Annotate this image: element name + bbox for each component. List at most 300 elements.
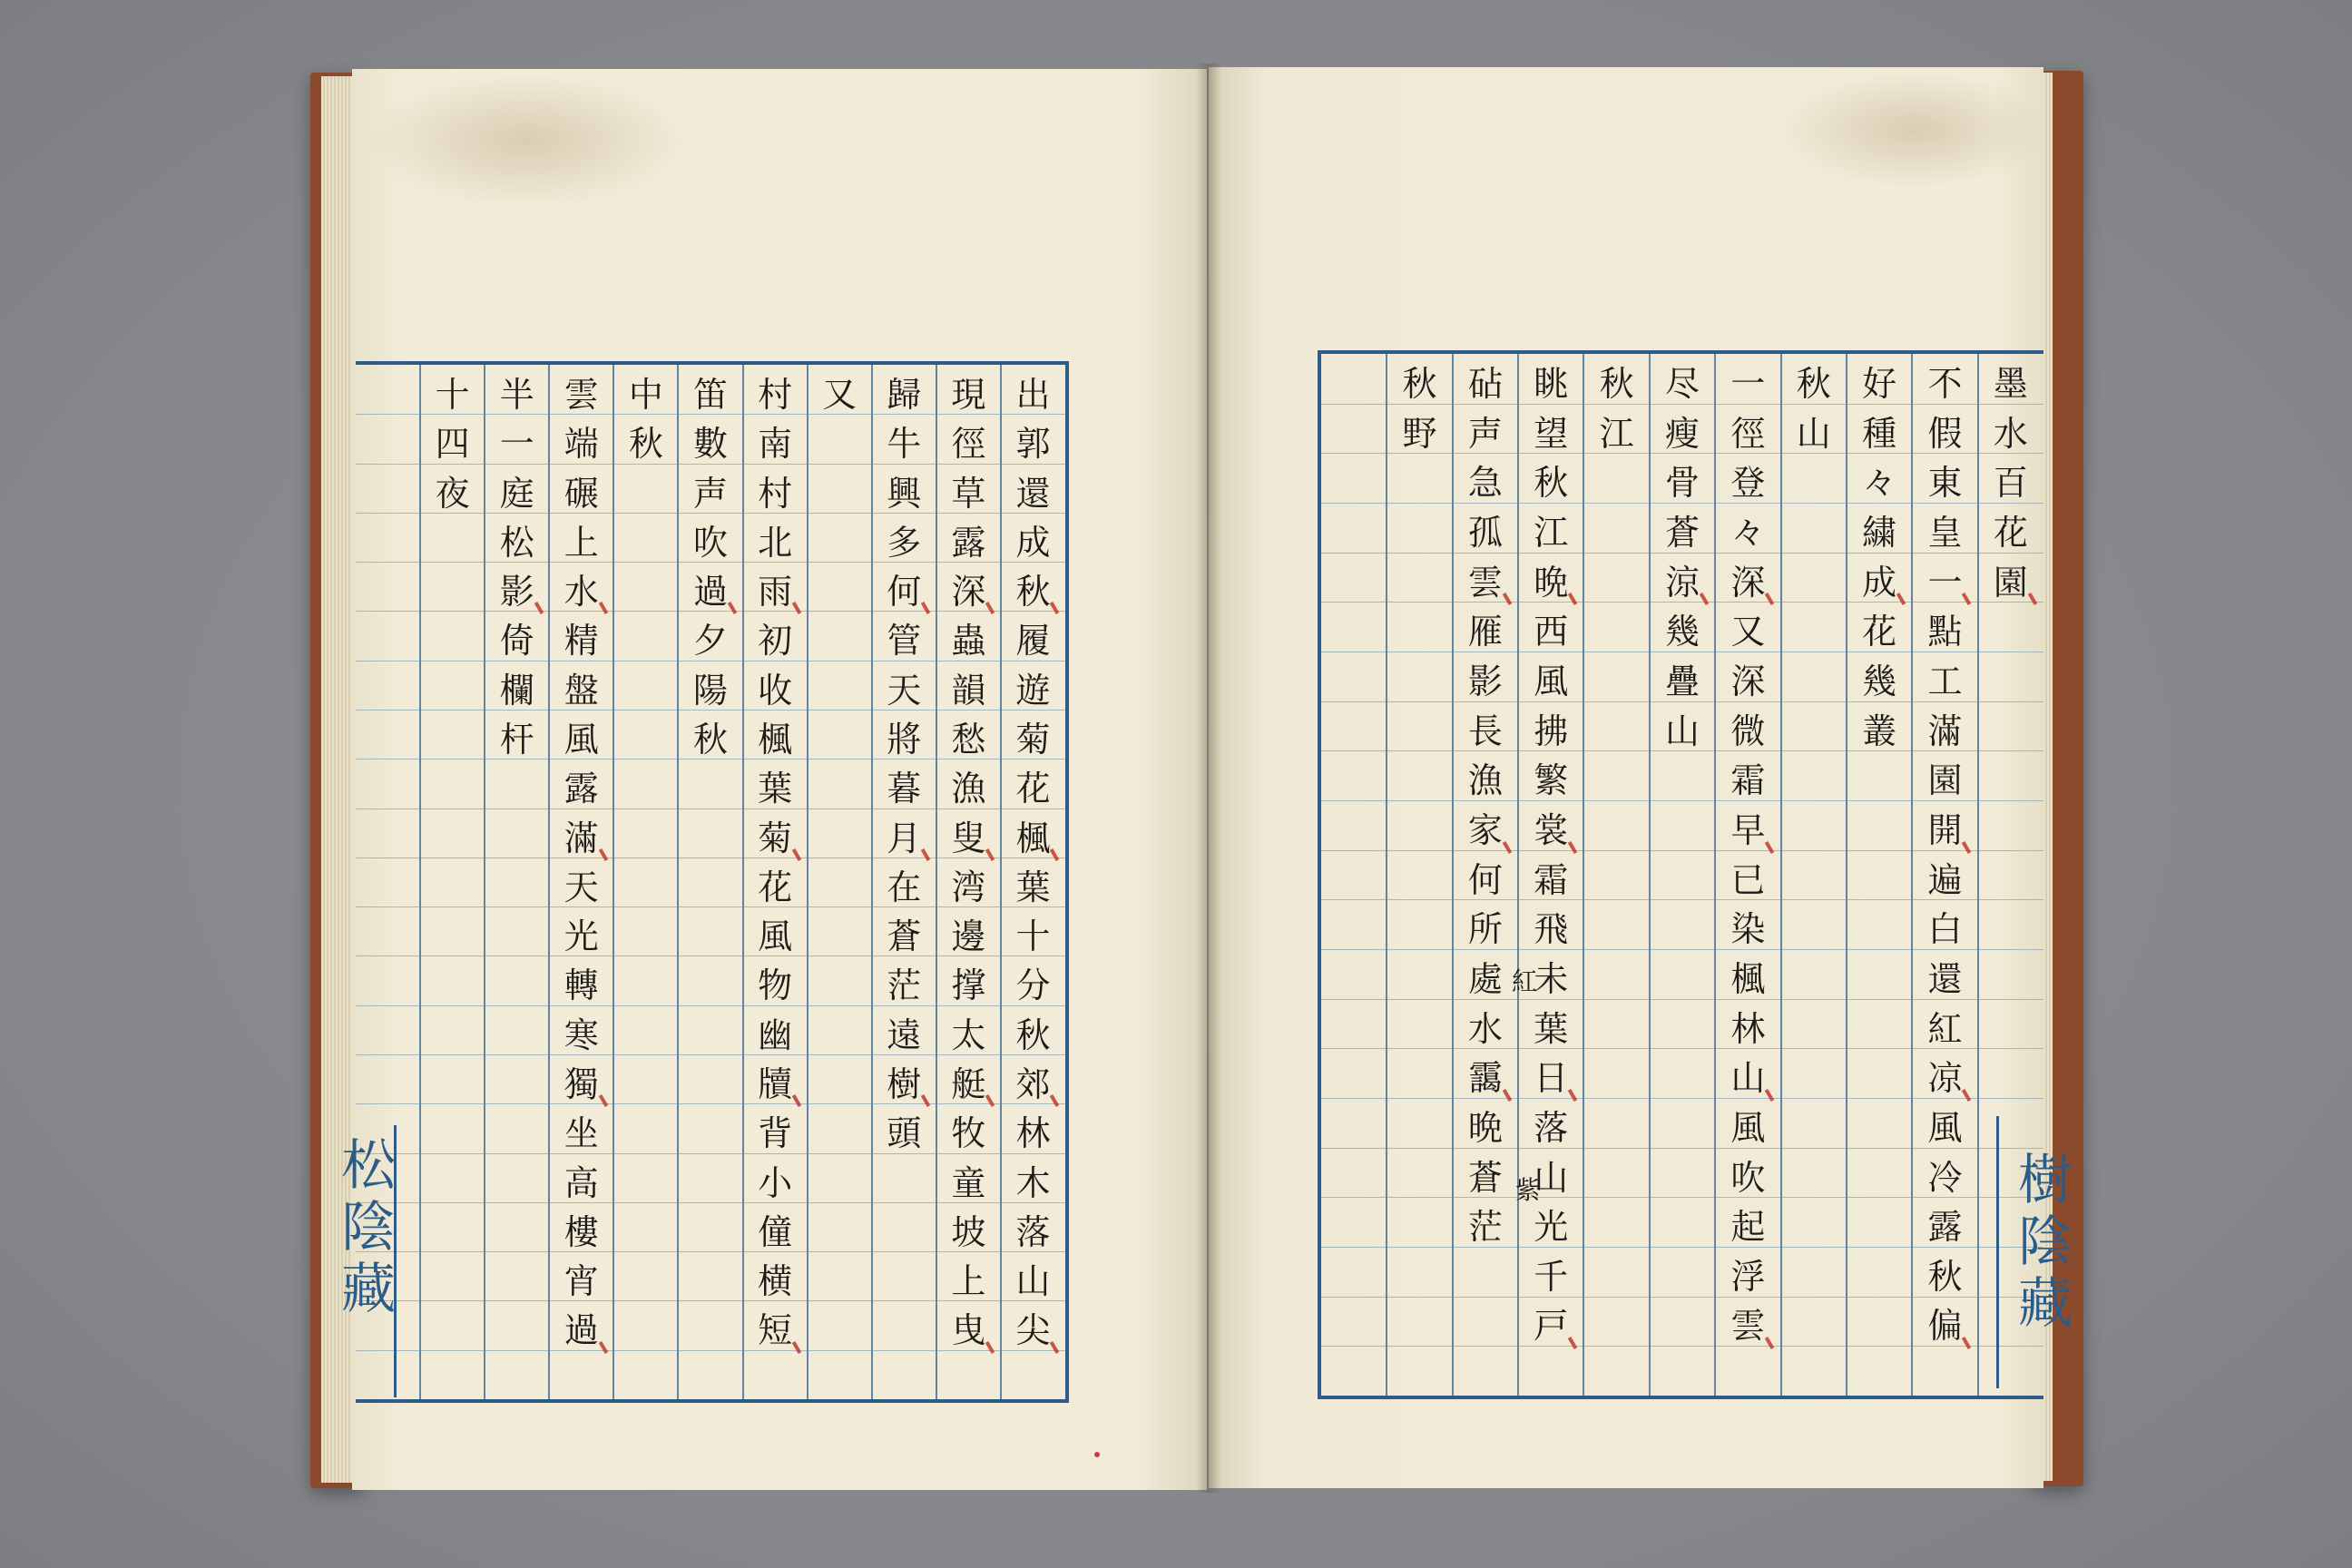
character: 村 bbox=[758, 473, 793, 514]
character: 草 bbox=[951, 473, 986, 514]
character: 天 bbox=[564, 867, 599, 907]
text-column bbox=[1788, 359, 1839, 1390]
character: 風 bbox=[758, 916, 793, 957]
character: 疊 bbox=[1664, 661, 1700, 701]
character: 野 bbox=[1402, 413, 1437, 454]
character: 声 bbox=[692, 473, 728, 514]
character: 太 bbox=[951, 1014, 986, 1055]
character: 花 bbox=[1015, 769, 1051, 809]
character: 假 bbox=[1927, 413, 1963, 454]
text-column bbox=[685, 370, 736, 1394]
character: 分 bbox=[1015, 965, 1051, 1006]
text-column bbox=[1854, 359, 1905, 1390]
character: 山 bbox=[1722, 1054, 1773, 1103]
character: 茫 bbox=[1467, 1207, 1503, 1248]
character: 郊 bbox=[1007, 1060, 1058, 1109]
red-punctuation-mark bbox=[1050, 602, 1059, 614]
character: 興 bbox=[887, 473, 922, 514]
red-punctuation-mark bbox=[1765, 841, 1774, 854]
character: 飛 bbox=[1534, 909, 1569, 950]
text-column bbox=[750, 370, 800, 1394]
character: 皇 bbox=[1927, 512, 1963, 553]
grid-column-rule bbox=[871, 365, 873, 1399]
character: 尖 bbox=[1007, 1306, 1058, 1355]
character: 工 bbox=[1927, 661, 1963, 701]
character: 楓 bbox=[758, 719, 793, 760]
annotation-red: 紅 bbox=[1512, 966, 1538, 996]
text-column bbox=[621, 370, 671, 1394]
character: 成 bbox=[1854, 558, 1905, 608]
character: 家 bbox=[1460, 806, 1511, 856]
character: 夕 bbox=[692, 621, 728, 662]
grid-column-rule bbox=[1649, 354, 1651, 1396]
character: 声 bbox=[1467, 413, 1503, 454]
character: 又 bbox=[1730, 612, 1766, 652]
character: 北 bbox=[758, 522, 793, 563]
character: 多 bbox=[887, 522, 922, 563]
character: 菊 bbox=[1015, 719, 1051, 760]
text-column bbox=[1919, 359, 1970, 1390]
character: 暮 bbox=[887, 769, 922, 809]
character: 村 bbox=[758, 375, 793, 415]
red-punctuation-mark bbox=[1962, 841, 1971, 854]
character: 秋 bbox=[1927, 1256, 1963, 1297]
character: 白 bbox=[1927, 909, 1963, 950]
red-punctuation-mark bbox=[1568, 593, 1577, 605]
character: 曳 bbox=[943, 1306, 994, 1355]
text-column bbox=[1460, 359, 1511, 1390]
character: 出 bbox=[1015, 375, 1051, 415]
character: 砧 bbox=[1467, 364, 1503, 404]
character: 光 bbox=[564, 916, 599, 957]
margin-label-left: 松陰藏 bbox=[332, 1136, 396, 1321]
character: 秋 bbox=[628, 424, 663, 465]
character: 冷 bbox=[1927, 1157, 1963, 1198]
character: 郭 bbox=[1015, 424, 1051, 465]
red-mark bbox=[1094, 1452, 1100, 1457]
character: 雲 bbox=[1460, 558, 1511, 608]
text-column bbox=[1395, 359, 1446, 1390]
grid-column-rule bbox=[1911, 354, 1913, 1396]
grid-column-rule bbox=[548, 365, 550, 1399]
character: 高 bbox=[564, 1162, 599, 1203]
text-column bbox=[427, 370, 478, 1394]
character: 韻 bbox=[951, 670, 986, 710]
character: 一 bbox=[1919, 558, 1970, 608]
character: 霜 bbox=[1730, 760, 1766, 801]
character: 葉 bbox=[758, 769, 793, 809]
character: 處 bbox=[1467, 958, 1503, 999]
character: 眺 bbox=[1534, 364, 1569, 404]
character: 早 bbox=[1722, 806, 1773, 856]
character: 秋 bbox=[1534, 463, 1569, 504]
character: 々 bbox=[1862, 463, 1897, 504]
character: 上 bbox=[564, 522, 599, 563]
character: 撑 bbox=[951, 965, 986, 1006]
character: 僮 bbox=[758, 1211, 793, 1252]
grid-column-rule bbox=[484, 365, 485, 1399]
paper-stain bbox=[363, 73, 690, 209]
character: 偏 bbox=[1919, 1301, 1970, 1351]
character: 背 bbox=[758, 1113, 793, 1154]
character: 松 bbox=[499, 522, 534, 563]
character: 露 bbox=[951, 522, 986, 563]
book-gutter bbox=[1196, 64, 1221, 1493]
character: 寒 bbox=[564, 1014, 599, 1055]
red-punctuation-mark bbox=[985, 1094, 995, 1107]
character: 童 bbox=[951, 1162, 986, 1203]
text-column bbox=[943, 370, 994, 1394]
character: 菊 bbox=[750, 814, 800, 863]
character: 收 bbox=[758, 670, 793, 710]
grid-column-rule bbox=[612, 365, 614, 1399]
character: 望 bbox=[1534, 413, 1569, 454]
left-page-grid bbox=[356, 361, 1069, 1403]
character: 百 bbox=[1993, 463, 2028, 504]
character: 倚 bbox=[499, 621, 534, 662]
character: 歸 bbox=[887, 375, 922, 415]
character: 牘 bbox=[750, 1060, 800, 1109]
character: 吹 bbox=[1730, 1157, 1766, 1198]
character: 涼 bbox=[1657, 558, 1708, 608]
character: 坐 bbox=[564, 1113, 599, 1154]
character: 幾 bbox=[1862, 661, 1897, 701]
character: 中 bbox=[628, 375, 663, 415]
character: 深 bbox=[943, 567, 994, 616]
character: 陽 bbox=[692, 670, 728, 710]
character: 上 bbox=[951, 1261, 986, 1302]
character: 初 bbox=[758, 621, 793, 662]
character: 登 bbox=[1730, 463, 1766, 504]
red-punctuation-mark bbox=[1896, 593, 1906, 605]
character: 天 bbox=[887, 670, 922, 710]
character: 風 bbox=[564, 719, 599, 760]
character: 山 bbox=[1796, 413, 1831, 454]
character: 所 bbox=[1467, 909, 1503, 950]
character: 楓 bbox=[1730, 958, 1766, 999]
grid-column-rule bbox=[1780, 354, 1782, 1396]
character: 秋 bbox=[1599, 364, 1634, 404]
red-punctuation-mark bbox=[1503, 1089, 1512, 1102]
red-punctuation-mark bbox=[985, 1341, 995, 1354]
character: 何 bbox=[1467, 859, 1503, 900]
character: 茫 bbox=[887, 965, 922, 1006]
character: 在 bbox=[887, 867, 922, 907]
character: 繍 bbox=[1862, 512, 1897, 553]
red-punctuation-mark bbox=[1503, 841, 1512, 854]
text-column bbox=[1657, 359, 1708, 1390]
character: 南 bbox=[758, 424, 793, 465]
character: 瘦 bbox=[1664, 413, 1700, 454]
character: 深 bbox=[1722, 558, 1773, 608]
character: 横 bbox=[758, 1261, 793, 1302]
character: 水 bbox=[1993, 413, 2028, 454]
character: 過 bbox=[556, 1306, 607, 1355]
character: 精 bbox=[564, 621, 599, 662]
character: 笛 bbox=[692, 375, 728, 415]
grid-column-rule bbox=[742, 365, 744, 1399]
character: 戸 bbox=[1525, 1301, 1576, 1351]
character: 風 bbox=[1534, 661, 1569, 701]
text-column bbox=[556, 370, 607, 1394]
character: 山 bbox=[1534, 1157, 1569, 1198]
character: 尽 bbox=[1664, 364, 1700, 404]
character: 秋 bbox=[1015, 1014, 1051, 1055]
red-punctuation-mark bbox=[792, 1341, 801, 1354]
character: 管 bbox=[887, 621, 922, 662]
text-column bbox=[1592, 359, 1642, 1390]
red-punctuation-mark bbox=[985, 848, 995, 861]
character: 秋 bbox=[692, 719, 728, 760]
character: 邊 bbox=[951, 916, 986, 957]
character: 樓 bbox=[564, 1211, 599, 1252]
character: 起 bbox=[1730, 1207, 1766, 1248]
red-punctuation-mark bbox=[792, 848, 801, 861]
red-punctuation-mark bbox=[2028, 593, 2037, 605]
character: 坡 bbox=[951, 1211, 986, 1252]
red-punctuation-mark bbox=[599, 602, 608, 614]
character: 葉 bbox=[1534, 1008, 1569, 1049]
grid-column-rule bbox=[1583, 354, 1584, 1396]
character: 牛 bbox=[887, 424, 922, 465]
grid-column-rule bbox=[807, 365, 808, 1399]
red-punctuation-mark bbox=[921, 602, 930, 614]
red-punctuation-mark bbox=[599, 848, 608, 861]
character: 宵 bbox=[564, 1261, 599, 1302]
text-column bbox=[1007, 370, 1058, 1394]
character: 西 bbox=[1534, 612, 1569, 652]
character: 落 bbox=[1015, 1211, 1051, 1252]
character: 數 bbox=[692, 424, 728, 465]
red-punctuation-mark bbox=[1700, 593, 1709, 605]
character: 碾 bbox=[564, 473, 599, 514]
character: 漁 bbox=[1467, 760, 1503, 801]
character: 叟 bbox=[943, 814, 994, 863]
character: 還 bbox=[1015, 473, 1051, 514]
red-punctuation-mark bbox=[792, 602, 801, 614]
text-column bbox=[1525, 359, 1576, 1390]
character: 頭 bbox=[887, 1113, 922, 1154]
character: 江 bbox=[1599, 413, 1634, 454]
character: 拂 bbox=[1534, 710, 1569, 751]
character: 落 bbox=[1534, 1107, 1569, 1148]
character: 種 bbox=[1862, 413, 1897, 454]
character: 微 bbox=[1730, 710, 1766, 751]
character: 艇 bbox=[943, 1060, 994, 1109]
grid-column-rule bbox=[677, 365, 679, 1399]
character: 幽 bbox=[758, 1014, 793, 1055]
character: 紅 bbox=[1927, 1008, 1963, 1049]
character: 開 bbox=[1919, 806, 1970, 856]
character: 蟲 bbox=[951, 621, 986, 662]
grid-column-rule bbox=[936, 365, 937, 1399]
character: 孤 bbox=[1467, 512, 1503, 553]
character: 遍 bbox=[1927, 859, 1963, 900]
character: 欄 bbox=[499, 670, 534, 710]
red-punctuation-mark bbox=[1765, 1337, 1774, 1349]
margin-label-right: 樹陰藏 bbox=[2009, 1151, 2073, 1336]
character: 獨 bbox=[556, 1060, 607, 1109]
character: 晩 bbox=[1525, 558, 1576, 608]
character: 現 bbox=[951, 375, 986, 415]
character: 半 bbox=[499, 375, 534, 415]
red-punctuation-mark bbox=[1050, 1094, 1059, 1107]
character: 十 bbox=[435, 375, 470, 415]
character: 影 bbox=[1467, 661, 1503, 701]
character: 東 bbox=[1927, 463, 1963, 504]
grid-column-rule bbox=[1846, 354, 1847, 1396]
character: 山 bbox=[1015, 1261, 1051, 1302]
character: 幾 bbox=[1664, 612, 1700, 652]
character: 林 bbox=[1015, 1113, 1051, 1154]
character: 葉 bbox=[1015, 867, 1051, 907]
red-punctuation-mark bbox=[1568, 1337, 1577, 1349]
character: 花 bbox=[1993, 512, 2028, 553]
red-punctuation-mark bbox=[1503, 593, 1512, 605]
character: 雲 bbox=[564, 375, 599, 415]
red-punctuation-mark bbox=[921, 1094, 930, 1107]
character: 好 bbox=[1862, 364, 1897, 404]
character: 骨 bbox=[1664, 463, 1700, 504]
grid-column-rule bbox=[1517, 354, 1519, 1396]
character: 秋 bbox=[1007, 567, 1058, 616]
grid-column-rule bbox=[1452, 354, 1454, 1396]
character: 霜 bbox=[1534, 859, 1569, 900]
character: 山 bbox=[1664, 710, 1700, 751]
character: 遠 bbox=[887, 1014, 922, 1055]
character: 墨 bbox=[1993, 364, 2028, 404]
annotation-purple: 紫 bbox=[1515, 1175, 1542, 1205]
character: 風 bbox=[1730, 1107, 1766, 1148]
character: 物 bbox=[758, 965, 793, 1006]
paper-stain bbox=[1779, 71, 2051, 189]
text-column bbox=[1722, 359, 1773, 1390]
character: 十 bbox=[1015, 916, 1051, 957]
red-punctuation-mark bbox=[1568, 1089, 1577, 1102]
character: 滿 bbox=[556, 814, 607, 863]
red-punctuation-mark bbox=[534, 602, 543, 614]
red-punctuation-mark bbox=[1962, 1337, 1971, 1349]
character: 轉 bbox=[564, 965, 599, 1006]
character: 徑 bbox=[951, 424, 986, 465]
character: 蒼 bbox=[1467, 1157, 1503, 1198]
red-punctuation-mark bbox=[1765, 593, 1774, 605]
character: 浮 bbox=[1730, 1256, 1766, 1297]
character: 江 bbox=[1534, 512, 1569, 553]
character: 靄 bbox=[1460, 1054, 1511, 1103]
character: 影 bbox=[492, 567, 543, 616]
character: 又 bbox=[822, 375, 858, 415]
character: 漁 bbox=[951, 769, 986, 809]
red-punctuation-mark bbox=[1568, 841, 1577, 854]
grid-column-rule bbox=[1386, 354, 1387, 1396]
grid-column-rule bbox=[1714, 354, 1716, 1396]
character: 杆 bbox=[499, 719, 534, 760]
grid-column-rule bbox=[1000, 365, 1002, 1399]
character: 深 bbox=[1730, 661, 1766, 701]
character: 花 bbox=[758, 867, 793, 907]
text-column bbox=[492, 370, 543, 1394]
character: 秋 bbox=[1796, 364, 1831, 404]
character: 月 bbox=[878, 814, 929, 863]
character: 雨 bbox=[750, 567, 800, 616]
character: 牧 bbox=[951, 1113, 986, 1154]
character: 園 bbox=[1985, 558, 2036, 608]
text-column bbox=[814, 370, 865, 1394]
character: 楓 bbox=[1007, 814, 1058, 863]
character: 短 bbox=[750, 1306, 800, 1355]
character: 日 bbox=[1525, 1054, 1576, 1103]
red-punctuation-mark bbox=[1765, 1089, 1774, 1102]
character: 叢 bbox=[1862, 710, 1897, 751]
character: 急 bbox=[1467, 463, 1503, 504]
red-punctuation-mark bbox=[728, 602, 737, 614]
character: 長 bbox=[1467, 710, 1503, 751]
character: 露 bbox=[1927, 1207, 1963, 1248]
character: 風 bbox=[1927, 1107, 1963, 1148]
red-punctuation-mark bbox=[1050, 848, 1059, 861]
red-punctuation-mark bbox=[599, 1094, 608, 1107]
character: 秋 bbox=[1402, 364, 1437, 404]
character: 林 bbox=[1730, 1008, 1766, 1049]
character: 端 bbox=[564, 424, 599, 465]
character: 木 bbox=[1015, 1162, 1051, 1203]
character: 雁 bbox=[1467, 612, 1503, 652]
character: 晩 bbox=[1467, 1107, 1503, 1148]
right-page-grid bbox=[1318, 350, 2043, 1399]
character: 染 bbox=[1730, 909, 1766, 950]
character: 徑 bbox=[1730, 413, 1766, 454]
character: 千 bbox=[1534, 1256, 1569, 1297]
character: 滿 bbox=[1927, 710, 1963, 751]
character: 小 bbox=[758, 1162, 793, 1203]
character: 々 bbox=[1730, 512, 1766, 553]
character: 何 bbox=[878, 567, 929, 616]
character: 夜 bbox=[435, 473, 470, 514]
text-column bbox=[878, 370, 929, 1394]
grid-column-rule bbox=[419, 365, 421, 1399]
red-punctuation-mark bbox=[1962, 593, 1971, 605]
character: 一 bbox=[499, 424, 534, 465]
red-punctuation-mark bbox=[921, 848, 930, 861]
character: 庭 bbox=[499, 473, 534, 514]
character: 將 bbox=[887, 719, 922, 760]
character: 一 bbox=[1730, 364, 1766, 404]
character: 過 bbox=[685, 567, 736, 616]
character: 水 bbox=[1467, 1008, 1503, 1049]
character: 園 bbox=[1927, 760, 1963, 801]
character: 成 bbox=[1015, 522, 1051, 563]
character: 水 bbox=[556, 567, 607, 616]
red-punctuation-mark bbox=[792, 1094, 801, 1107]
character: 還 bbox=[1927, 958, 1963, 999]
character: 裳 bbox=[1525, 806, 1576, 856]
character: 已 bbox=[1730, 859, 1766, 900]
character: 湾 bbox=[951, 867, 986, 907]
character: 雲 bbox=[1722, 1301, 1773, 1351]
character: 愁 bbox=[951, 719, 986, 760]
character: 繁 bbox=[1534, 760, 1569, 801]
character: 蒼 bbox=[1664, 512, 1700, 553]
character: 遊 bbox=[1015, 670, 1051, 710]
red-punctuation-mark bbox=[1962, 1089, 1971, 1102]
character: 未 bbox=[1534, 958, 1569, 999]
character: 吹 bbox=[692, 522, 728, 563]
character: 不 bbox=[1927, 364, 1963, 404]
character: 花 bbox=[1862, 612, 1897, 652]
character: 盤 bbox=[564, 670, 599, 710]
character: 履 bbox=[1015, 621, 1051, 662]
